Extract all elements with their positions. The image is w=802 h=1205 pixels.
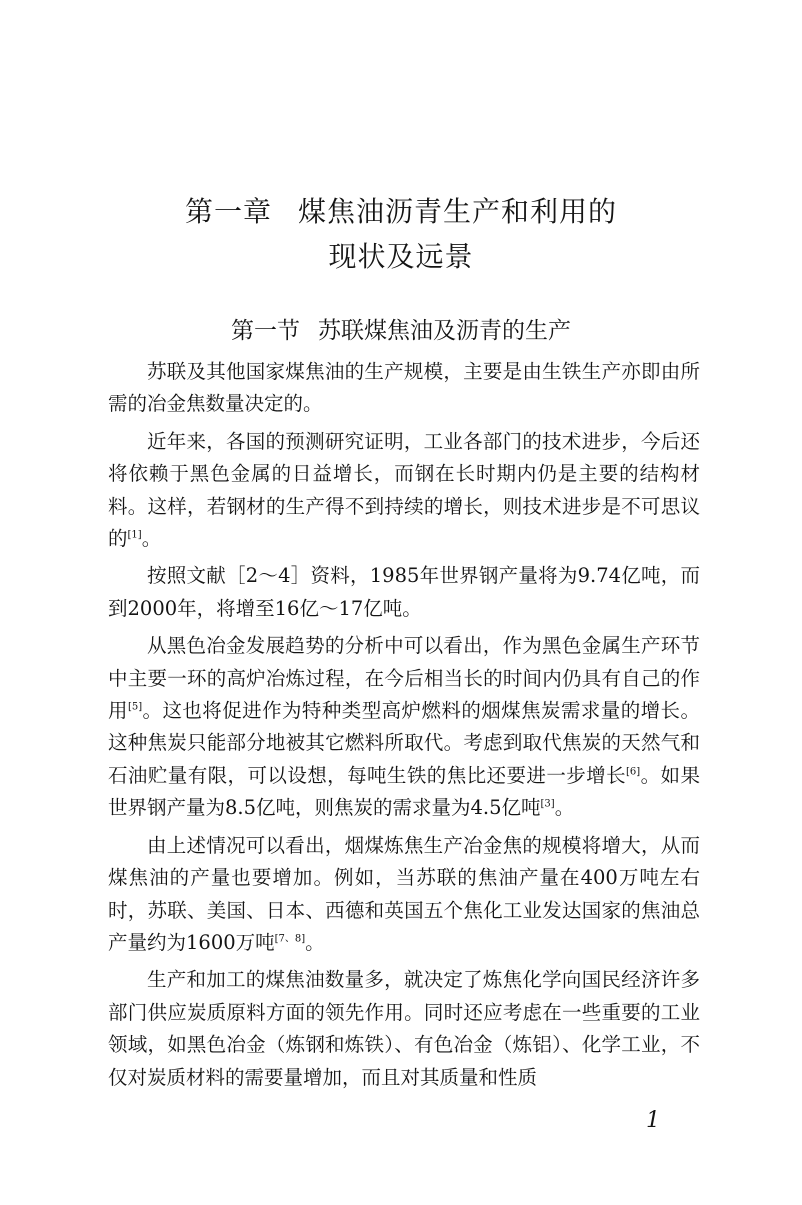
paragraph-3: 按照文献［2～4］资料，1985年世界钢产量将为9.74亿吨，而到2000年，将增至16亿～17亿吨。 xyxy=(108,564,700,620)
paragraph-6: 生产和加工的煤焦油数量多，就决定了炼焦化学向国民经济许多部门供应炭质原料方面的领先作用。同时还应考虑在一些重要的工业领域，如黑色冶金（炼钢和炼铁）、有色冶金（炼铝）、化学工业，不仅对炭质材料的需要量增加，而且对其质量和性质 xyxy=(108,968,700,1089)
citation-5: [5] xyxy=(127,701,143,713)
citation-3: [3] xyxy=(540,798,555,810)
chapter-label: 第一章 xyxy=(184,195,272,228)
paragraph-4-text-a: 从黑色冶金发展趋势的分析中可以看出，作为黑色金属生产环节中主要一环的高炉冶炼过程，在今后相当长的时间内仍具有自己的作用 xyxy=(108,634,700,723)
paragraph-2 xyxy=(108,426,700,556)
paragraph-4-text-c: 。如果世界钢产量为8.5亿吨，则焦炭的需求量为4.5亿吨 xyxy=(108,763,700,820)
paragraph-5-text-a: 由上述情况可以看出，烟煤炼焦生产冶金焦的规模将增大，从而煤焦油的产量也要增加。例如，当苏联的焦油产量在400万吨左右时，苏联、美国、日本、西德和英国五个焦化工业发达国家的焦油总产量约为1600万吨 xyxy=(108,833,700,954)
page-number: 1 xyxy=(646,1108,660,1133)
paragraph-1: 苏联及其他国家煤焦油的生产规模，主要是由生铁生产亦即由所需的冶金焦数量决定的。 xyxy=(108,360,700,416)
paragraph-2-text-b: 。 xyxy=(141,527,162,551)
section-title xyxy=(0,312,802,345)
section-label: 第一节 xyxy=(231,318,300,344)
body-text xyxy=(108,356,700,1094)
paragraph-5-text-b: 。 xyxy=(305,930,325,954)
section-title-text: 苏联煤焦油及沥青的生产 xyxy=(318,318,571,344)
paragraph-4-text-b: 。这也将促进作为特种类型高炉燃料的烟煤焦炭需求量的增长。这种焦炭只能部分地被其它燃料所取代。考虑到取代焦炭的天然气和石油贮量有限，可以设想，每吨生铁的焦比还要进一步增长 xyxy=(108,699,700,787)
paragraph-2-text-a: 近年来，各国的预测研究证明，工业各部门的技术进步，今后还将依赖于黑色金属的日益增长，而钢在长时期内仍是主要的结构材料。这样，若钢材的生产得不到持续的增长，则技术进步是不可思议的 xyxy=(108,429,700,551)
paragraph-5 xyxy=(108,830,700,960)
citation-1: [1] xyxy=(127,529,142,541)
paragraph-4-text-d: 。 xyxy=(554,796,575,820)
paragraph-4 xyxy=(108,630,700,824)
citation-7-8: [7、8] xyxy=(274,933,306,945)
citation-6: [6] xyxy=(626,766,641,778)
chapter-title-line2: 现状及远景 xyxy=(328,240,474,273)
chapter-title-text: 煤焦油沥青生产和利用的 xyxy=(298,195,618,228)
chapter-title-line1 xyxy=(0,190,802,230)
